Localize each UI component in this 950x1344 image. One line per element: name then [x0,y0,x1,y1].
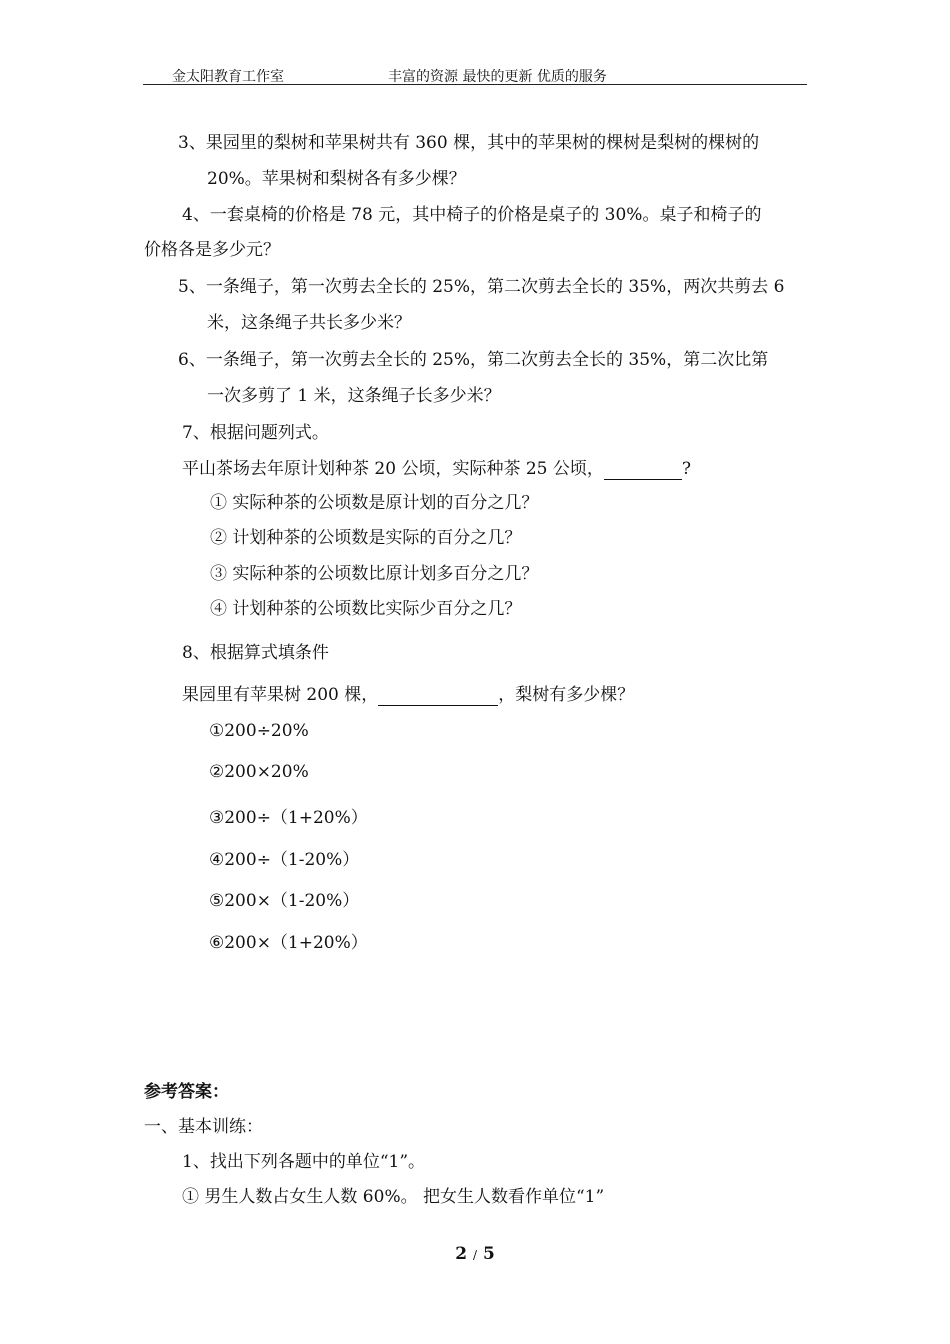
q5-line2: 米，这条绳子共长多少米？ [207,313,411,333]
header-divider [143,84,807,85]
q3-line2: 20%。苹果树和梨树各有多少棵？ [207,169,466,189]
q6-line1: 6、一条绳子，第一次剪去全长的 25%，第二次剪去全长的 35%，第二次比第 [178,350,769,370]
q8-title: 8、根据算式填条件 [182,643,329,663]
q8-stem-prefix: 果园里有苹果树 200 棵， [182,685,379,705]
q7-option-2: ② 计划种茶的公顷数是实际的百分之几？ [210,528,522,548]
page-total: 5 [482,1244,495,1264]
answers-heading: 参考答案： [144,1082,229,1102]
q3-line1: 3、果园里的梨树和苹果树共有 360 棵，其中的苹果树的棵树是梨树的棵树的 [178,133,760,153]
q7-stem-suffix: ? [681,459,692,479]
q7-option-4: ④ 计划种茶的公顷数比实际少百分之几？ [210,599,522,619]
page-number [0,1244,950,1264]
header-left: 金太阳教育工作室 [172,69,284,85]
answers-item-1: 1、找出下列各题中的单位“1”。 [182,1152,426,1172]
q8-answer-blank[interactable] [378,685,498,706]
page-current: 2 [455,1244,468,1264]
q6-line2: 一次多剪了 1 米，这条绳子长多少米？ [207,386,501,406]
q7-stem [182,454,691,480]
q7-option-3: ③ 实际种茶的公顷数比原计划多百分之几？ [210,564,539,584]
q8-stem [182,680,634,706]
q8-option-2: ②200×20% [209,762,309,782]
header-right: 丰富的资源 最快的更新 优质的服务 [388,69,607,85]
q7-option-1: ① 实际种茶的公顷数是原计划的百分之几？ [210,493,539,513]
q8-option-3: ③200÷（1+20%） [209,808,368,828]
q7-stem-prefix: 平山茶场去年原计划种茶 20 公顷，实际种茶 25 公顷， [182,459,604,479]
q8-option-6: ⑥200×（1+20%） [209,933,368,953]
q7-answer-blank[interactable] [604,459,682,480]
q7-title: 7、根据问题列式。 [182,423,329,443]
q4-line2: 价格各是多少元？ [144,240,280,260]
q8-option-1: ①200÷20% [209,721,309,741]
q8-stem-suffix: ，梨树有多少棵？ [498,685,635,705]
page-separator: / [472,1248,478,1262]
answers-section-1: 一、基本训练： [144,1117,263,1137]
q8-option-4: ④200÷（1-20%） [209,850,360,870]
q8-option-5: ⑤200×（1-20%） [209,891,360,911]
q4-line1: 4、一套桌椅的价格是 78 元，其中椅子的价格是桌子的 30%。桌子和椅子的 [182,205,762,225]
q5-line1: 5、一条绳子，第一次剪去全长的 25%，第二次剪去全长的 35%，两次共剪去 6 [178,277,785,297]
answers-item-1-sub-1: ① 男生人数占女生人数 60%。 把女生人数看作单位“1” [182,1187,605,1207]
